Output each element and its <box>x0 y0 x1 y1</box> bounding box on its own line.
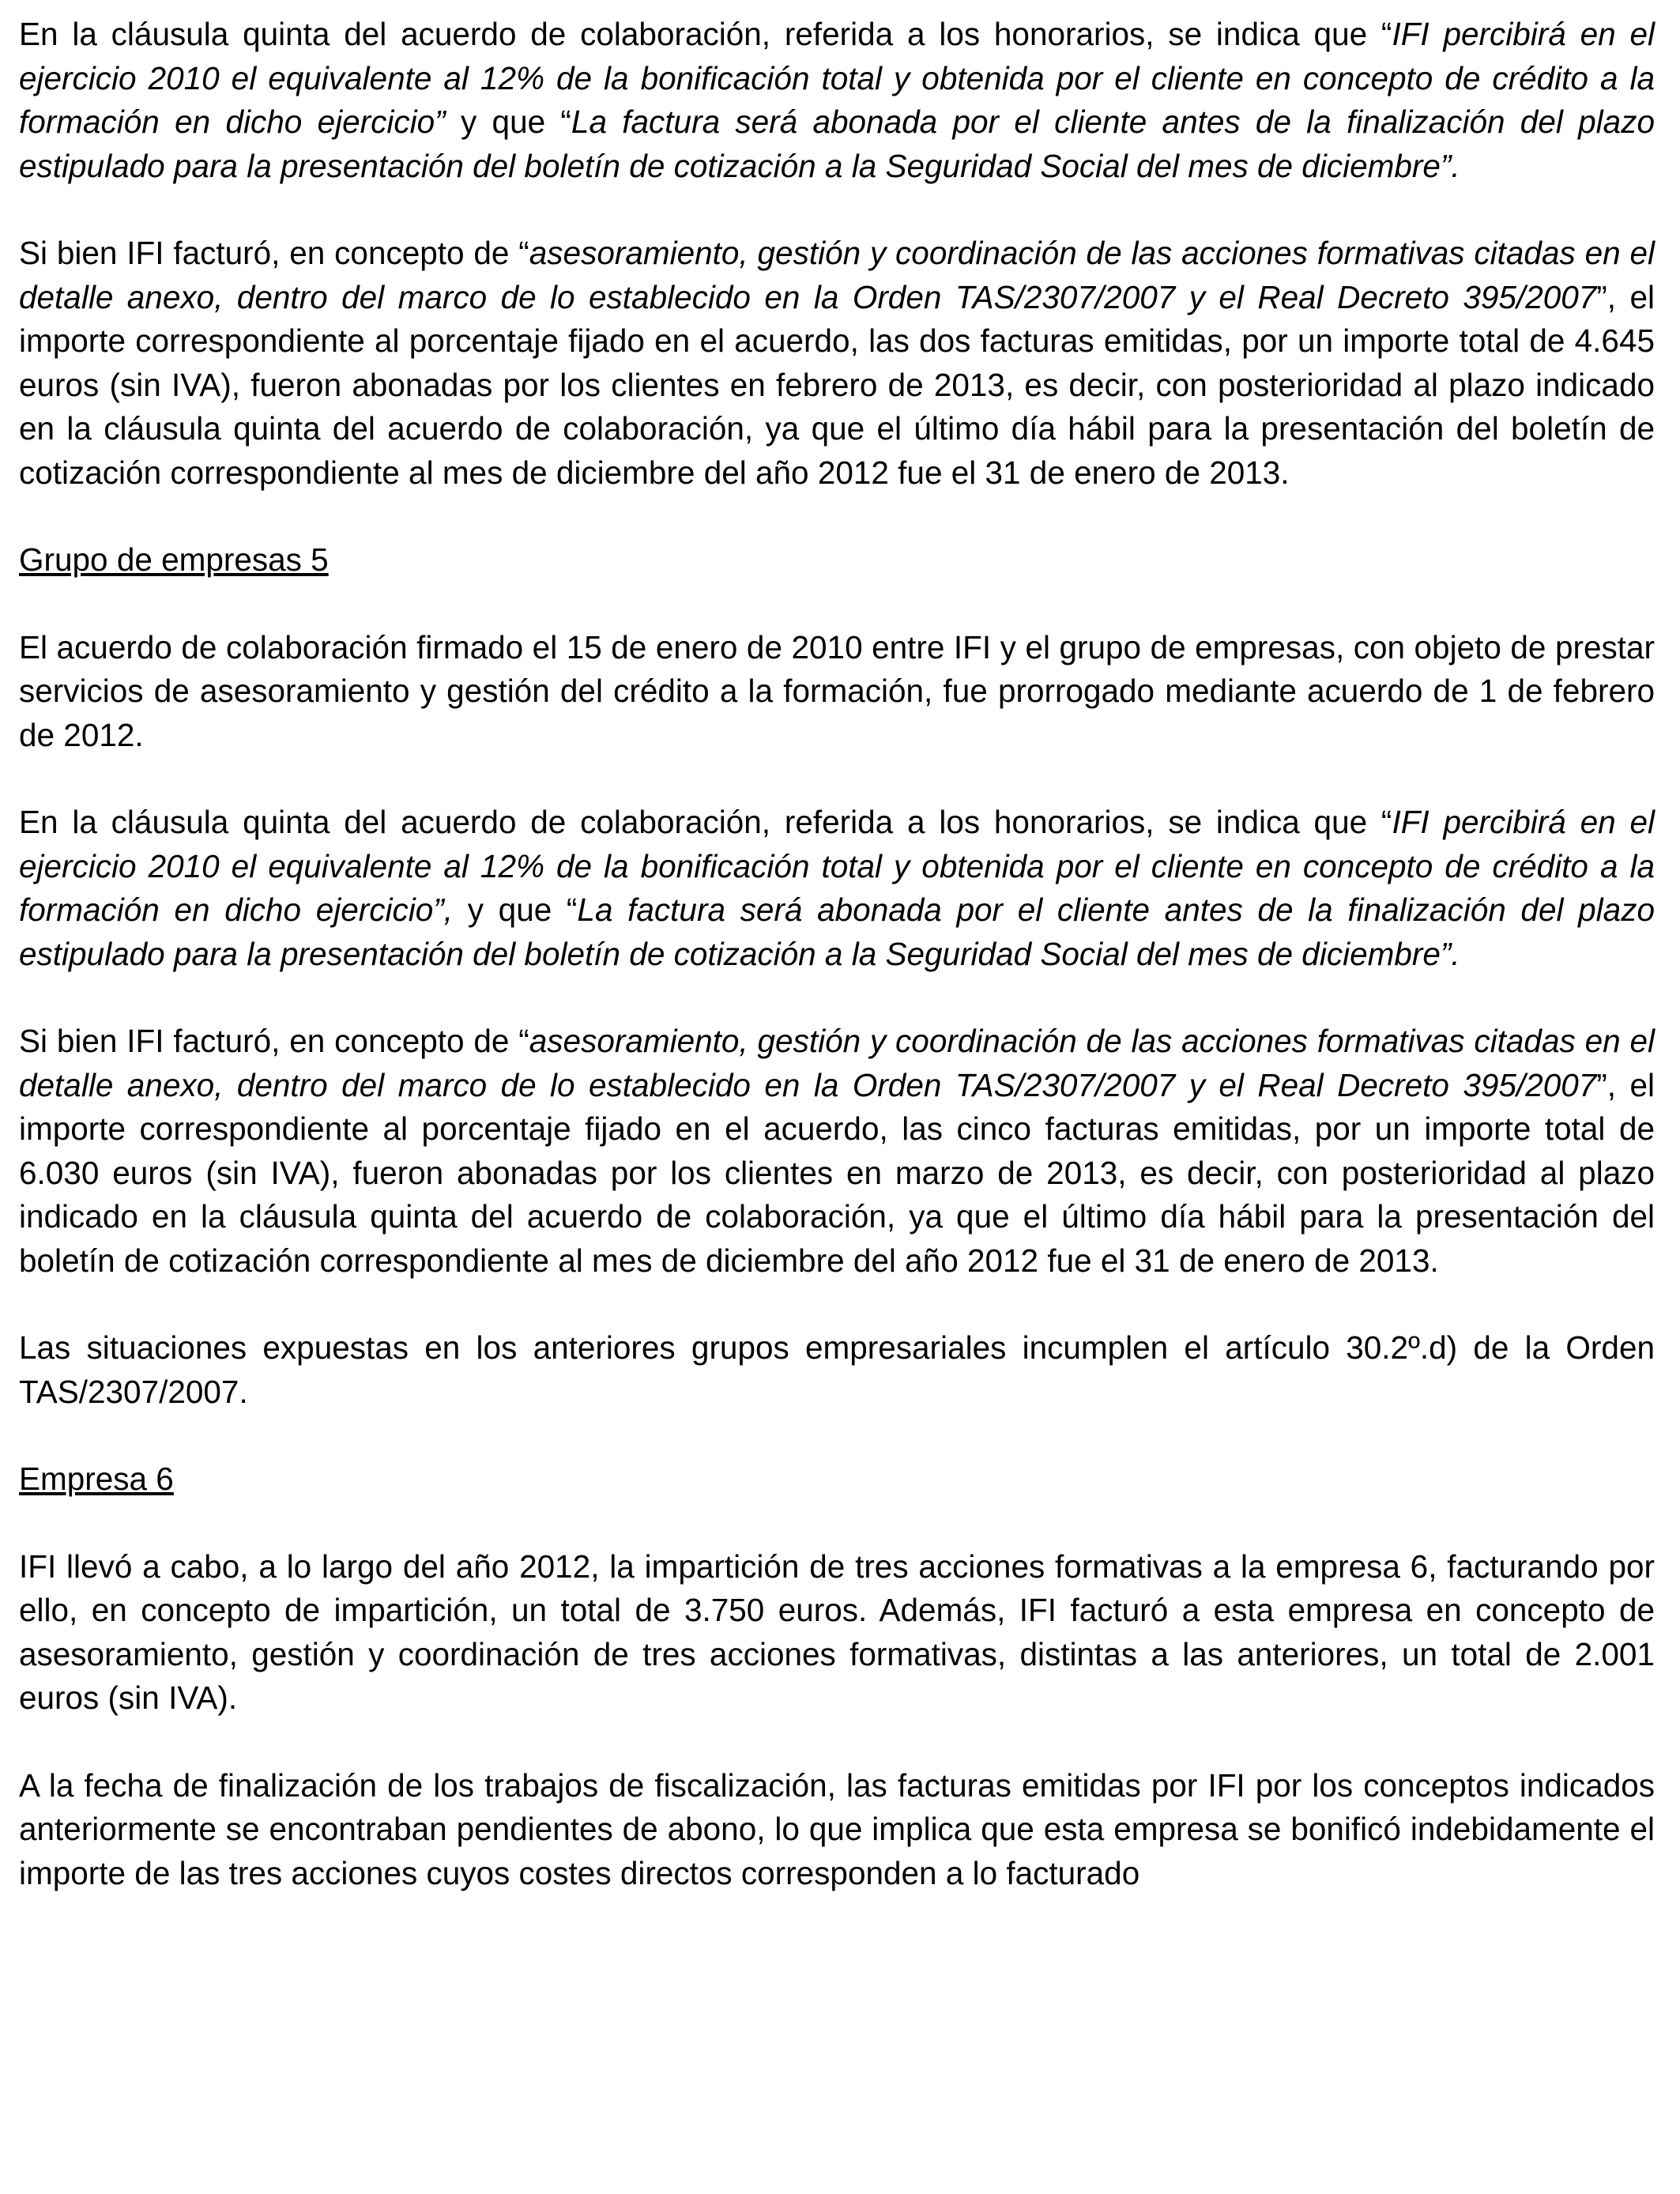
paragraph-facturas-pendientes: A la fecha de finalización de los trabajos de fiscalización, las facturas emitidas por IFI por los conceptos indicados anteriormente se encontraban pendientes de abono, lo que implica que esta empresa se bonificó indebidamente el importe de las tres acciones cuyos costes directos corresponden a lo facturado <box>19 1766 1655 1891</box>
italic-quote: asesoramiento, gestión y coordinación de las acciones formativas citadas en el detalle anexo, dentro del marco de lo establecido en la Orden TAS/2307/2007 y el Real Decreto 395/2007 <box>19 235 1655 315</box>
italic-quote: IFI percibirá en el ejercicio 2010 el equivalente al 12% de la bonificación total y obtenida por el cliente en concepto de crédito a la formación en dicho ejercicio”, <box>19 804 1656 928</box>
text-run: En la cláusula quinta del acuerdo de colaboración, referida a los honorarios, se indica que “ <box>19 16 1392 52</box>
text-run: y que “ <box>453 892 578 928</box>
paragraph-clausula-quinta-grupo4 <box>19 13 1655 188</box>
section-heading-empresa-6: Empresa 6 <box>19 1461 174 1497</box>
paragraph-acuerdo-colaboracion: El acuerdo de colaboración firmado el 15 de enero de 2010 entre IFI y el grupo de empresas, con objeto de prestar servicios de asesoramiento y gestión del crédito a la formación, fue prorrogado mediante acuerdo de 1 de febrero de 2012. <box>19 628 1655 753</box>
paragraph-facturacion-grupo4 <box>19 232 1655 495</box>
italic-quote: IFI percibirá en el ejercicio 2010 el equivalente al 12% de la bonificación total y obtenida por el cliente en concepto de crédito a la formación en dicho ejercicio” <box>19 16 1656 140</box>
italic-quote: La factura será abonada por el cliente antes de la finalización del plazo estipulado para la presentación del boletín de cotización a la Seguridad Social del mes de diciembre”. <box>19 104 1655 184</box>
paragraph-imparticion-empresa6: IFI llevó a cabo, a lo largo del año 2012, la impartición de tres acciones formativas a la empresa 6, facturando por ello, en concepto de impartición, un total de 3.750 euros. Además, IFI facturó a esta empresa en concepto de asesoramiento, gestión y coordinación de tres acciones formativas, distintas a las anteriores, un total de 2.001 euros (sin IVA). <box>19 1547 1655 1716</box>
italic-quote: La factura será abonada por el cliente antes de la finalización del plazo estipulado para la presentación del boletín de cotización a la Seguridad Social del mes de diciembre”. <box>19 892 1655 972</box>
italic-quote: asesoramiento, gestión y coordinación de las acciones formativas citadas en el detalle anexo, dentro del marco de lo establecido en la Orden TAS/2307/2007 y el Real Decreto 395/2007 <box>19 1023 1655 1103</box>
document-page <box>19 13 1655 1939</box>
paragraph-incumplimiento: Las situaciones expuestas en los anteriores grupos empresariales incumplen el artículo 30.2º.d) de la Orden TAS/2307/2007. <box>19 1329 1655 1410</box>
paragraph-facturacion-grupo5 <box>19 1020 1655 1283</box>
text-run: En la cláusula quinta del acuerdo de colaboración, referida a los honorarios, se indica que “ <box>19 804 1392 840</box>
text-run: ”, el importe correspondiente al porcentaje fijado en el acuerdo, las cinco facturas emitidas, por un importe total de 6.030 euros (sin IVA), fueron abonadas por los clientes en marzo de 2013, es decir, con posterioridad al plazo indicado en la cláusula quinta del acuerdo de colaboración, ya que el último día hábil para la presentación del boletín de cotización correspondiente al mes de diciembre del año 2012 fue el 31 de enero de 2013. <box>19 1066 1656 1279</box>
paragraph-clausula-quinta-grupo5 <box>19 801 1655 976</box>
text-run: y que “ <box>445 104 571 140</box>
text-run: Si bien IFI facturó, en concepto de “ <box>19 235 529 271</box>
text-run: Si bien IFI facturó, en concepto de “ <box>19 1023 529 1059</box>
text-run: ”, el importe correspondiente al porcentaje fijado en el acuerdo, las dos facturas emitidas, por un importe total de 4.645 euros (sin IVA), fueron abonadas por los clientes en febrero de 2013, es decir, con posterioridad al plazo indicado en la cláusula quinta del acuerdo de colaboración, ya que el último día hábil para la presentación del boletín de cotización correspondiente al mes de diciembre del año 2012 fue el 31 de enero de 2013. <box>19 278 1656 491</box>
section-heading-grupo-empresas-5: Grupo de empresas 5 <box>19 541 329 578</box>
